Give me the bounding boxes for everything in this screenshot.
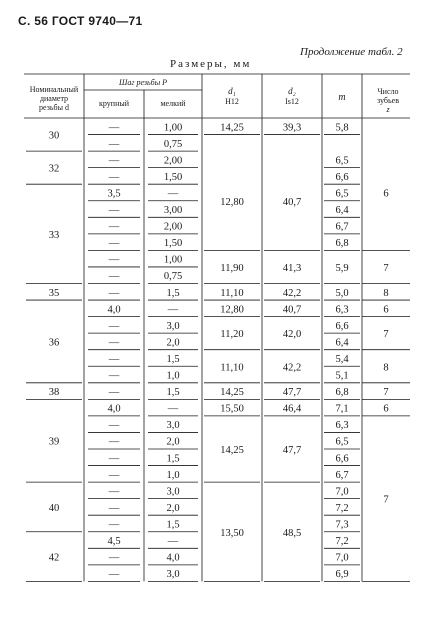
d2-value: 47,7: [282, 445, 302, 456]
m-value: 6,6: [335, 320, 349, 332]
fine-pitch-value: 0,75: [163, 138, 183, 150]
d1-value: 11,10: [220, 362, 244, 374]
teeth-count-value: 8: [383, 362, 389, 374]
teeth-count-value: 7: [383, 494, 389, 506]
d1-value: 12,80: [220, 196, 244, 208]
fine-pitch-value: 1,00: [163, 122, 183, 134]
coarse-pitch-value: —: [108, 453, 120, 465]
header-nominal-diameter: Номинальный: [29, 85, 79, 94]
header-nominal-diameter: резьбы d: [39, 103, 69, 112]
coarse-pitch-value: —: [108, 519, 120, 531]
fine-pitch-value: 1,5: [166, 353, 180, 365]
coarse-pitch-value: 3,5: [107, 188, 121, 200]
header-fine-pitch: мелкий: [160, 99, 186, 108]
coarse-pitch-value: —: [108, 569, 120, 581]
coarse-pitch-value: 4,0: [107, 403, 121, 415]
fine-pitch-value: 3,0: [166, 420, 180, 432]
m-value: 6,4: [335, 205, 349, 217]
fine-pitch-value: 3,0: [166, 569, 180, 581]
m-value: 6,7: [335, 221, 349, 233]
fine-pitch-value: 1,00: [163, 254, 183, 266]
d2-value: 42,0: [282, 329, 302, 341]
fine-pitch-value: 1,5: [166, 519, 180, 531]
coarse-pitch-value: —: [108, 337, 120, 349]
d2-value: 47,7: [282, 387, 302, 399]
m-value: 6,8: [335, 387, 349, 399]
d2-value: 39,3: [282, 122, 302, 134]
m-value: 5,9: [335, 262, 349, 274]
fine-pitch-value: 1,50: [163, 171, 183, 183]
coarse-pitch-value: —: [108, 387, 120, 399]
coarse-pitch-value: —: [108, 138, 120, 150]
m-value: 5,0: [335, 287, 349, 299]
header-d1-tolerance: H12: [225, 97, 239, 106]
m-value: 6,6: [335, 171, 349, 183]
d1-value: 11,10: [220, 287, 244, 299]
m-value: 6,6: [335, 453, 349, 465]
m-value: 5,1: [335, 370, 349, 382]
fine-pitch-value: 3,00: [163, 205, 183, 217]
d2-value: 40,7: [282, 304, 302, 316]
header-m: m: [338, 92, 346, 103]
fine-pitch-value: 1,50: [163, 238, 183, 250]
fine-pitch-value: 3,0: [166, 320, 180, 332]
coarse-pitch-value: —: [108, 238, 120, 250]
header-d2-tolerance: Is12: [285, 97, 299, 106]
fine-pitch-value: 3,0: [166, 486, 180, 498]
d2-value: 40,7: [282, 196, 302, 208]
m-value: 6,5: [335, 188, 349, 200]
coarse-pitch-value: —: [108, 271, 120, 283]
m-value: 6,3: [335, 420, 349, 432]
d2-value: 48,5: [282, 527, 302, 539]
page-header: С. 56 ГОСТ 9740—71: [18, 14, 143, 28]
coarse-pitch-value: —: [108, 552, 120, 564]
m-value: 7,2: [335, 536, 349, 548]
m-value: 6,5: [335, 436, 349, 448]
nominal-diameter-value: 39: [48, 436, 60, 448]
m-value: 5,4: [335, 353, 349, 365]
fine-pitch-value: 1,5: [166, 287, 180, 299]
fine-pitch-value: 2,0: [166, 337, 180, 349]
coarse-pitch-value: 4,0: [107, 304, 121, 316]
header-thread-pitch: Шаг резьбы P: [119, 78, 167, 87]
units-title: Размеры, мм: [170, 58, 252, 70]
coarse-pitch-value: —: [108, 420, 120, 432]
d2-value: 46,4: [282, 403, 302, 415]
m-value: 7,0: [335, 486, 349, 498]
nominal-diameter-value: 33: [48, 229, 60, 241]
d1-value: 14,25: [220, 445, 244, 456]
fine-pitch-value: —: [167, 188, 179, 200]
nominal-diameter-value: 42: [48, 552, 60, 564]
d1-value: 12,80: [220, 304, 244, 316]
header-teeth-count: z: [386, 105, 390, 114]
coarse-pitch-value: —: [108, 287, 120, 299]
m-value: 7,1: [335, 403, 349, 415]
teeth-count-value: 6: [383, 304, 389, 316]
d1-value: 14,25: [220, 387, 244, 399]
fine-pitch-value: 2,00: [163, 155, 183, 167]
d1-value: 13,50: [220, 527, 244, 539]
m-value: 6,5: [335, 155, 349, 167]
fine-pitch-value: 1,0: [166, 469, 180, 481]
d2-value: 41,3: [282, 262, 302, 274]
teeth-count-value: 7: [383, 262, 389, 274]
m-value: 6,9: [335, 569, 349, 581]
fine-pitch-value: —: [167, 536, 179, 548]
coarse-pitch-value: —: [108, 320, 120, 332]
m-value: 5,8: [335, 122, 349, 134]
d1-value: 15,50: [220, 403, 244, 415]
header-nominal-diameter: диаметр: [39, 94, 69, 103]
coarse-pitch-value: —: [108, 469, 120, 481]
coarse-pitch-value: —: [108, 254, 120, 266]
m-value: 6,4: [335, 337, 349, 349]
m-value: 6,8: [335, 238, 349, 250]
fine-pitch-value: 0,75: [163, 271, 183, 283]
header-d1: d₁: [228, 86, 236, 96]
m-value: 7,0: [335, 552, 349, 564]
coarse-pitch-value: —: [108, 370, 120, 382]
coarse-pitch-value: —: [108, 171, 120, 183]
coarse-pitch-value: —: [108, 486, 120, 498]
d1-value: 11,90: [220, 262, 244, 274]
fine-pitch-value: —: [167, 403, 179, 415]
coarse-pitch-value: —: [108, 122, 120, 134]
fine-pitch-value: 4,0: [166, 552, 180, 564]
teeth-count-value: 6: [383, 403, 389, 415]
coarse-pitch-value: —: [108, 502, 120, 514]
header-d2: d₂: [288, 86, 296, 96]
header-teeth-count: зубьев: [377, 96, 399, 105]
nominal-diameter-value: 40: [48, 502, 60, 514]
coarse-pitch-value: —: [108, 353, 120, 365]
d1-value: 11,20: [220, 329, 244, 341]
fine-pitch-value: 2,00: [163, 221, 183, 233]
m-value: 7,2: [335, 502, 349, 514]
coarse-pitch-value: —: [108, 221, 120, 233]
coarse-pitch-value: —: [108, 155, 120, 167]
table-continuation-note: Продолжение табл. 2: [300, 46, 403, 58]
m-value: 6,3: [335, 304, 349, 316]
teeth-count-value: 7: [383, 329, 389, 341]
fine-pitch-value: 2,0: [166, 436, 180, 448]
d2-value: 42,2: [282, 362, 302, 374]
teeth-count-value: 6: [383, 188, 389, 200]
teeth-count-value: 7: [383, 387, 389, 399]
fine-pitch-value: 1,5: [166, 453, 180, 465]
d2-value: 42,2: [282, 287, 302, 299]
nominal-diameter-value: 30: [48, 130, 60, 142]
nominal-diameter-value: 36: [48, 337, 60, 349]
fine-pitch-value: 2,0: [166, 502, 180, 514]
fine-pitch-value: 1,0: [166, 370, 180, 382]
m-value: 6,7: [335, 469, 349, 481]
nominal-diameter-value: 35: [48, 287, 60, 299]
header-teeth-count: Число: [377, 87, 399, 96]
nominal-diameter-value: 38: [48, 387, 60, 399]
fine-pitch-value: —: [167, 304, 179, 316]
header-coarse-pitch: крупный: [99, 99, 129, 108]
teeth-count-value: 8: [383, 287, 389, 299]
fine-pitch-value: 1,5: [166, 387, 180, 399]
d1-value: 14,25: [220, 122, 244, 134]
coarse-pitch-value: —: [108, 205, 120, 217]
nominal-diameter-value: 32: [48, 163, 60, 175]
coarse-pitch-value: —: [108, 436, 120, 448]
coarse-pitch-value: 4,5: [107, 536, 121, 548]
m-value: 7,3: [335, 519, 349, 531]
